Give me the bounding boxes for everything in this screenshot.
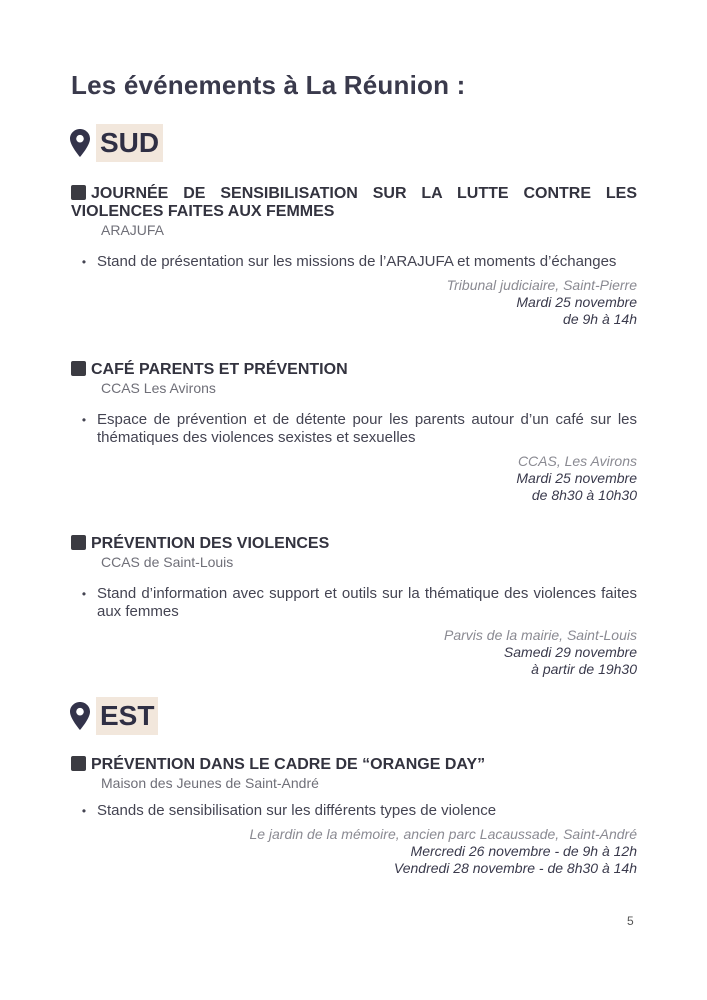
map-pin-icon xyxy=(70,702,90,730)
event-description: • Stand d’information avec support et outils sur la thématique des violences faites aux femmes xyxy=(71,585,637,621)
event-description: • Stand de présentation sur les missions de l’ARAJUFA et moments d’échanges xyxy=(71,253,637,271)
event-organizer: CCAS de Saint-Louis xyxy=(101,554,234,570)
event-place: Le jardin de la mémoire, ancien parc Lacaussade, Saint-André xyxy=(249,826,637,842)
region-label: EST xyxy=(96,697,158,735)
event-time: de 9h à 14h xyxy=(563,311,637,327)
event-organizer: ARAJUFA xyxy=(101,222,165,238)
event-title: PRÉVENTION DES VIOLENCES xyxy=(71,535,637,553)
event-meta xyxy=(71,277,637,328)
page-number: 5 xyxy=(627,914,634,928)
square-bullet-icon xyxy=(71,535,86,550)
event-organizer: Maison des Jeunes de Saint-André xyxy=(101,775,319,791)
event-meta xyxy=(71,826,637,877)
event-date: Mercredi 26 novembre - de 9h à 12h xyxy=(410,843,637,859)
event-item xyxy=(71,756,637,877)
event-date: Samedi 29 novembre xyxy=(503,644,637,660)
event-meta xyxy=(71,453,637,504)
region-label: SUD xyxy=(96,124,163,162)
event-date: Mardi 25 novembre xyxy=(516,470,637,486)
event-item xyxy=(71,185,637,328)
event-time: à partir de 19h30 xyxy=(531,661,637,677)
event-item xyxy=(71,535,637,678)
event-item xyxy=(71,361,637,504)
event-title: PRÉVENTION DANS LE CADRE DE “ORANGE DAY” xyxy=(71,756,637,774)
bullet-dot-icon: • xyxy=(81,587,87,601)
event-time: de 8h30 à 10h30 xyxy=(531,487,637,503)
event-meta xyxy=(71,627,637,678)
event-place: Tribunal judiciaire, Saint-Pierre xyxy=(446,277,637,293)
map-pin-icon xyxy=(70,129,90,157)
event-date: Vendredi 28 novembre - de 8h30 à 14h xyxy=(393,860,637,876)
event-description: • Espace de prévention et de détente pour les parents autour d’un café sur les thématiques des violences sexistes et sexuelles xyxy=(71,411,637,447)
event-organizer: CCAS Les Avirons xyxy=(101,380,216,396)
bullet-dot-icon: • xyxy=(81,413,87,427)
square-bullet-icon xyxy=(71,361,86,376)
square-bullet-icon xyxy=(71,185,86,200)
bullet-dot-icon: • xyxy=(81,804,87,818)
square-bullet-icon xyxy=(71,756,86,771)
region-heading-sud xyxy=(70,124,163,162)
event-description: • Stands de sensibilisation sur les différents types de violence xyxy=(71,802,637,820)
page-title: Les événements à La Réunion : xyxy=(71,70,466,100)
event-date: Mardi 25 novembre xyxy=(516,294,637,310)
event-title: JOURNÉE DE SENSIBILISATION SUR LA LUTTE CONTRE LES VIOLENCES FAITES AUX FEMMES xyxy=(71,185,637,220)
event-title: CAFÉ PARENTS ET PRÉVENTION xyxy=(71,361,637,379)
region-heading-est xyxy=(70,697,158,735)
event-place: Parvis de la mairie, Saint-Louis xyxy=(444,627,637,643)
bullet-dot-icon: • xyxy=(81,255,87,269)
event-place: CCAS, Les Avirons xyxy=(517,453,637,469)
